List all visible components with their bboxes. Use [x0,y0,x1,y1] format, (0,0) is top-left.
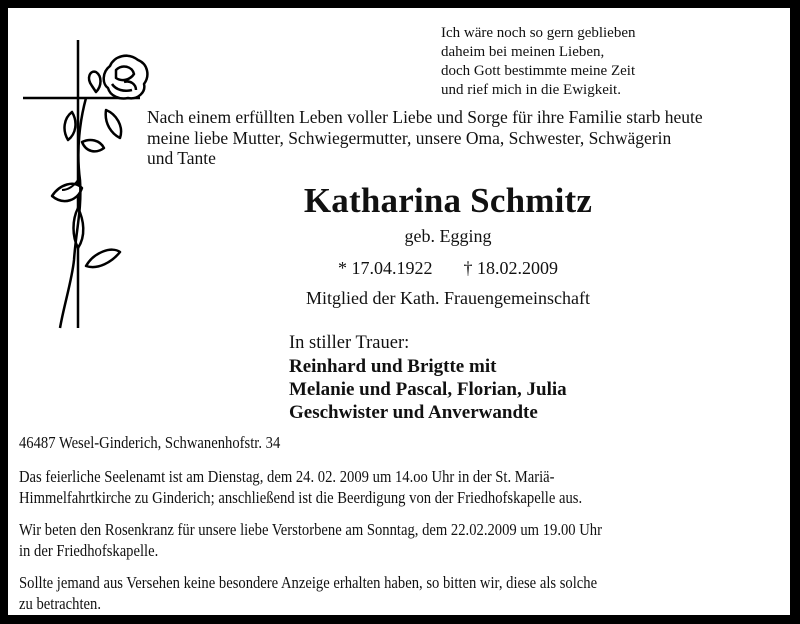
birth-date: 17.04.1922 [351,258,433,278]
mourners-heading: In stiller Trauer: [289,333,410,353]
funeral-mass-paragraph [19,466,776,508]
notice-paragraph [19,572,776,614]
poem-line: doch Gott bestimmte meine Zeit [441,63,636,79]
obituary-notice [8,8,790,615]
intro-line: meine liebe Mutter, Schwiegermutter, unsere Oma, Schwester, Schwägerin [147,127,672,148]
poem-line: daheim bei meinen Lieben, [441,44,605,60]
maiden-name: geb. Egging [404,226,492,246]
paragraph-line: Sollte jemand aus Versehen keine besondere Anzeige erhalten haben, so bitten wir, diese als solche [19,573,598,592]
intro-text [147,107,787,169]
life-dates [188,258,708,279]
rosary-paragraph [19,519,776,561]
address: 46487 Wesel-Ginderich, Schwanenhofstr. 34 [19,433,281,452]
paragraph-line: in der Friedhofskapelle. [19,541,159,560]
deceased-name: Katharina Schmitz [303,181,593,220]
intro-line: und Tante [147,148,216,168]
poem-line: und rief mich in die Ewigkeit. [441,82,621,98]
death-date: 18.02.2009 [477,258,558,278]
birth-star-icon: * [338,258,347,278]
poem [441,24,636,100]
paragraph-line: Wir beten den Rosenkranz für unsere liebe Verstorbene am Sonntag, dem 22.02.2009 um 19.00 Uhr [19,520,602,539]
mourners [289,332,567,424]
poem-line: Ich wäre noch so gern geblieben [441,25,636,41]
cross-with-rose-icon [16,30,156,330]
membership: Mitglied der Kath. Frauengemeinschaft [306,288,590,308]
mourner-line: Reinhard und Brigtte mit [289,356,497,377]
paragraph-line: zu betrachten. [19,594,101,613]
intro-line: Nach einem erfüllten Leben voller Liebe und Sorge für ihre Familie starb heute [147,107,703,127]
paragraph-line: Himmelfahrtkirche zu Ginderich; anschließend ist die Beerdigung von der Friedhofskapelle aus. [19,488,583,507]
death-cross-icon: † [463,258,473,278]
paragraph-line: Das feierliche Seelenamt ist am Dienstag, dem 24. 02. 2009 um 14.oo Uhr in der St. Mariä- [19,467,555,486]
mourner-line: Geschwister und Anverwandte [289,402,538,423]
mourner-line: Melanie und Pascal, Florian, Julia [289,379,567,400]
